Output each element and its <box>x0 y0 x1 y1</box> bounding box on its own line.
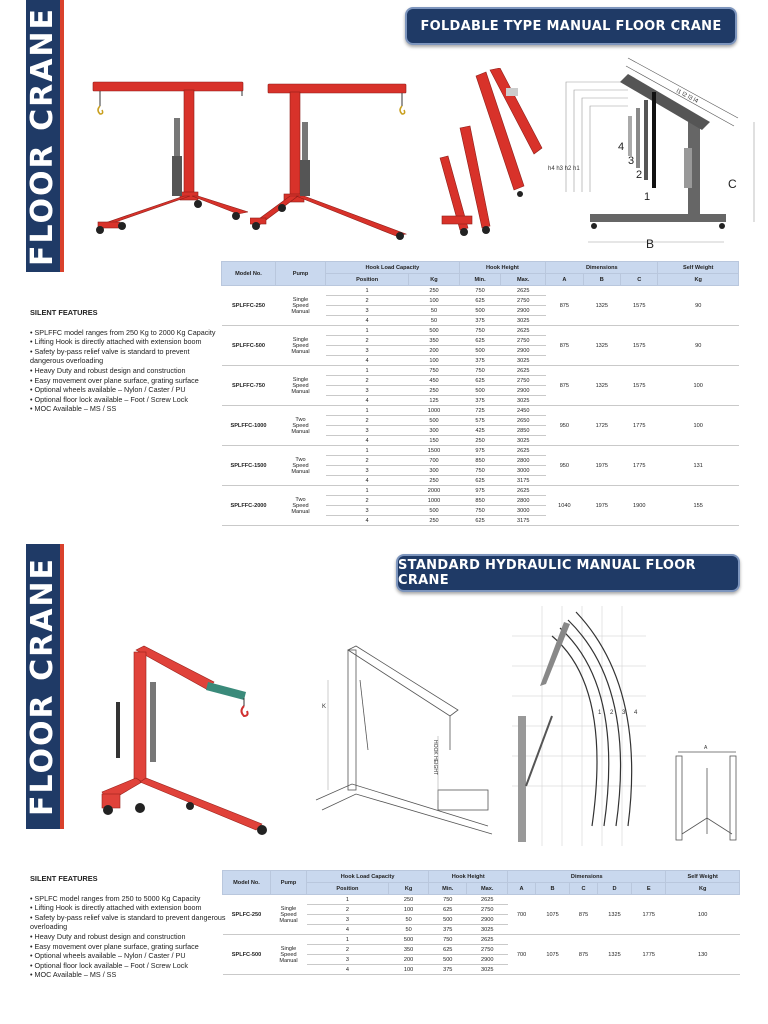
dimension-cell: 1775 <box>632 935 666 975</box>
value-cell: 2 <box>326 336 409 346</box>
table-row <box>222 286 739 296</box>
value-cell: 2 <box>326 376 409 386</box>
value-cell: 250 <box>409 516 460 526</box>
dimension-b-label: B <box>646 237 655 251</box>
value-cell: 50 <box>388 925 428 935</box>
value-cell: 375 <box>459 316 501 326</box>
model-cell: SPLFFC-750 <box>222 366 276 406</box>
col-dimensions: Dimensions <box>546 262 658 274</box>
model-cell: SPLFC-250 <box>223 895 271 935</box>
spec-table-hydraulic <box>222 870 740 975</box>
dimension-cell: 1325 <box>583 286 620 326</box>
value-cell: 450 <box>409 376 460 386</box>
boom-arc-diagram <box>512 606 646 848</box>
col-c: C <box>621 274 658 286</box>
table-row <box>222 446 739 456</box>
dimension-cell: 1775 <box>621 446 658 486</box>
col-max: Max. <box>501 274 546 286</box>
value-cell: 4 <box>326 356 409 366</box>
value-cell: 1 <box>307 935 389 945</box>
value-cell: 250 <box>409 386 460 396</box>
col-hook-height: Hook Height <box>429 871 508 883</box>
pump-line: Two <box>295 416 306 423</box>
pump-line: Manual <box>291 468 310 475</box>
length-labels: l1 l2 l3 l4 <box>675 88 699 105</box>
value-cell: 750 <box>409 366 460 376</box>
pump-line: Two <box>295 496 306 503</box>
value-cell: 50 <box>388 915 428 925</box>
value-cell: 750 <box>459 366 501 376</box>
value-cell: 2750 <box>501 376 546 386</box>
pump-cell <box>276 446 326 486</box>
feature-item: • Optional floor lock available – Foot / Screw Lock <box>30 961 226 971</box>
arc-label-4: 4 <box>634 710 638 716</box>
side-banner-text: FLOOR CRANE <box>25 556 61 817</box>
weight-cell: 130 <box>666 935 740 975</box>
value-cell: 2625 <box>501 486 546 496</box>
value-cell: 200 <box>409 346 460 356</box>
foldable-crane-photo-1 <box>88 76 248 238</box>
value-cell: 625 <box>429 945 467 955</box>
weight-cell: 155 <box>658 486 739 526</box>
model-cell: SPLFFC-2000 <box>222 486 276 526</box>
front-dimension-a-label: A <box>704 745 708 751</box>
pump-line: Speed <box>292 462 309 469</box>
value-cell: 1500 <box>409 446 460 456</box>
value-cell: 2 <box>326 456 409 466</box>
pump-line: Manual <box>291 388 310 395</box>
value-cell: 2625 <box>467 895 508 905</box>
col-model: Model No. <box>222 262 276 286</box>
position-3-label: 3 <box>628 155 635 167</box>
pump-line: Manual <box>279 957 298 964</box>
pump-line: Manual <box>291 508 310 515</box>
value-cell: 500 <box>459 346 501 356</box>
value-cell: 250 <box>409 476 460 486</box>
value-cell: 2750 <box>501 296 546 306</box>
pump-line: Single <box>280 905 297 912</box>
dimension-cell: 1075 <box>535 935 569 975</box>
feature-item: • Optional floor lock available – Foot / Screw Lock <box>30 395 216 405</box>
dimension-cell: 1975 <box>583 486 620 526</box>
col-model: Model No. <box>223 871 271 895</box>
value-cell: 1000 <box>409 406 460 416</box>
value-cell: 625 <box>459 476 501 486</box>
value-cell: 625 <box>459 376 501 386</box>
arc-label-3: 3 <box>622 710 626 716</box>
value-cell: 2900 <box>467 915 508 925</box>
value-cell: 2900 <box>501 346 546 356</box>
value-cell: 750 <box>429 935 467 945</box>
feature-item: • Safety by-pass relief valve is standard to prevent dangerous overloading <box>30 913 226 932</box>
feature-item: • Easy movement over plane surface, grating surface <box>30 942 226 952</box>
pump-line: Manual <box>279 917 298 924</box>
value-cell: 350 <box>388 945 428 955</box>
side-banner-bottom <box>26 544 64 829</box>
value-cell: 1 <box>326 486 409 496</box>
value-cell: 2 <box>326 496 409 506</box>
side-banner-text: FLOOR CRANE <box>25 6 61 266</box>
features-title: SILENT FEATURES <box>30 308 98 317</box>
section-title-foldable <box>405 7 737 45</box>
value-cell: 100 <box>388 965 428 975</box>
spec-table-foldable <box>221 261 739 526</box>
value-cell: 50 <box>409 316 460 326</box>
value-cell: 100 <box>388 905 428 915</box>
pump-line: Manual <box>291 428 310 435</box>
features-title: SILENT FEATURES <box>30 874 98 883</box>
feature-item: • SPLFFC model ranges from 250 Kg to 2000 Kg Capacity <box>30 328 216 338</box>
value-cell: 500 <box>429 955 467 965</box>
value-cell: 500 <box>409 506 460 516</box>
pump-cell <box>276 486 326 526</box>
col-b: B <box>583 274 620 286</box>
value-cell: 4 <box>326 396 409 406</box>
value-cell: 975 <box>459 486 501 496</box>
value-cell: 500 <box>388 935 428 945</box>
value-cell: 2800 <box>501 496 546 506</box>
value-cell: 1000 <box>409 496 460 506</box>
value-cell: 100 <box>409 356 460 366</box>
col-min: Min. <box>459 274 501 286</box>
value-cell: 4 <box>307 925 389 935</box>
value-cell: 4 <box>326 476 409 486</box>
feature-item: • Heavy Duty and robust design and construction <box>30 932 226 942</box>
table-row <box>222 366 739 376</box>
value-cell: 2750 <box>467 905 508 915</box>
pump-line: Speed <box>280 911 297 918</box>
feature-item: • MOC Available – MS / SS <box>30 404 216 414</box>
pump-line: Manual <box>291 348 310 355</box>
value-cell: 3025 <box>467 965 508 975</box>
pump-cell <box>276 286 326 326</box>
dimension-cell: 1775 <box>621 406 658 446</box>
feature-item: • Lifting Hook is directly attached with extension boom <box>30 903 226 913</box>
table-row <box>223 895 740 905</box>
value-cell: 500 <box>459 386 501 396</box>
col-self-weight: Self Weight <box>666 871 740 883</box>
dimension-cell: 1575 <box>621 366 658 406</box>
front-view-diagram <box>672 738 742 848</box>
dimension-cell: 1975 <box>583 446 620 486</box>
value-cell: 2 <box>326 296 409 306</box>
value-cell: 2 <box>326 416 409 426</box>
pump-line: Manual <box>291 308 310 315</box>
weight-cell: 100 <box>658 406 739 446</box>
value-cell: 150 <box>409 436 460 446</box>
value-cell: 2650 <box>501 416 546 426</box>
model-cell: SPLFFC-1500 <box>222 446 276 486</box>
value-cell: 500 <box>459 306 501 316</box>
position-2-label: 2 <box>636 169 643 181</box>
value-cell: 2900 <box>467 955 508 965</box>
col-kg: Kg <box>409 274 460 286</box>
value-cell: 4 <box>326 436 409 446</box>
pump-cell <box>271 935 307 975</box>
value-cell: 2625 <box>501 366 546 376</box>
pump-cell <box>276 406 326 446</box>
col-max: Max. <box>467 883 508 895</box>
pump-line: Speed <box>280 951 297 958</box>
features-list-hydraulic <box>30 874 226 980</box>
value-cell: 2900 <box>501 306 546 316</box>
col-weight-kg: Kg <box>666 883 740 895</box>
table-row <box>223 935 740 945</box>
value-cell: 300 <box>409 426 460 436</box>
col-position: Position <box>326 274 409 286</box>
dimension-cell: 1900 <box>621 486 658 526</box>
value-cell: 250 <box>409 286 460 296</box>
value-cell: 2000 <box>409 486 460 496</box>
value-cell: 3000 <box>501 506 546 516</box>
value-cell: 2 <box>307 945 389 955</box>
value-cell: 3025 <box>501 396 546 406</box>
value-cell: 3 <box>326 346 409 356</box>
value-cell: 2750 <box>467 945 508 955</box>
feature-item: • Optional wheels available – Nylon / Caster / PU <box>30 951 226 961</box>
col-min: Min. <box>429 883 467 895</box>
table-row <box>222 406 739 416</box>
value-cell: 975 <box>459 446 501 456</box>
value-cell: 2 <box>307 905 389 915</box>
model-cell: SPLFFC-250 <box>222 286 276 326</box>
dimension-cell: 1325 <box>583 366 620 406</box>
value-cell: 2625 <box>501 286 546 296</box>
dimension-cell: 875 <box>546 326 583 366</box>
value-cell: 3175 <box>501 516 546 526</box>
feature-item: • Easy movement over plane surface, grating surface <box>30 376 216 386</box>
feature-item: • Safety by-pass relief valve is standard to prevent dangerous overloading <box>30 347 216 366</box>
foldable-crane-photo-folded <box>420 68 548 240</box>
section-title-hydraulic <box>396 554 740 592</box>
side-banner-top <box>26 0 64 272</box>
value-cell: 750 <box>459 466 501 476</box>
feature-item: • Heavy Duty and robust design and construction <box>30 366 216 376</box>
arc-label-1: 1 <box>598 710 602 716</box>
pump-cell <box>276 366 326 406</box>
col-kg: Kg <box>388 883 428 895</box>
value-cell: 2800 <box>501 456 546 466</box>
col-a: A <box>508 883 536 895</box>
pump-line: Single <box>280 945 297 952</box>
value-cell: 2850 <box>501 426 546 436</box>
value-cell: 3 <box>326 426 409 436</box>
value-cell: 100 <box>409 296 460 306</box>
features-list-foldable <box>30 308 216 414</box>
foldable-crane-photo-2 <box>250 76 410 241</box>
col-hook-height: Hook Height <box>459 262 545 274</box>
col-weight-kg: Kg <box>658 274 739 286</box>
value-cell: 3175 <box>501 476 546 486</box>
value-cell: 3025 <box>501 436 546 446</box>
value-cell: 500 <box>409 326 460 336</box>
value-cell: 725 <box>459 406 501 416</box>
value-cell: 750 <box>429 895 467 905</box>
pump-line: Speed <box>292 422 309 429</box>
value-cell: 575 <box>459 416 501 426</box>
value-cell: 250 <box>388 895 428 905</box>
value-cell: 3 <box>326 466 409 476</box>
value-cell: 1 <box>326 446 409 456</box>
value-cell: 1 <box>326 406 409 416</box>
value-cell: 2750 <box>501 336 546 346</box>
section-title-text: STANDARD HYDRAULIC MANUAL FLOOR CRANE <box>398 558 696 588</box>
dimension-cell: 875 <box>546 366 583 406</box>
dimension-cell: 875 <box>546 286 583 326</box>
section-title-text: FOLDABLE TYPE MANUAL FLOOR CRANE <box>420 18 722 34</box>
height-labels: h4 h3 h2 h1 <box>548 166 580 172</box>
hydraulic-crane-line-drawing <box>308 640 500 840</box>
dimension-cell: 1325 <box>597 935 631 975</box>
value-cell: 50 <box>409 306 460 316</box>
weight-cell: 90 <box>658 286 739 326</box>
dimension-cell: 950 <box>546 406 583 446</box>
col-position: Position <box>307 883 389 895</box>
value-cell: 625 <box>459 296 501 306</box>
value-cell: 3 <box>307 955 389 965</box>
value-cell: 2450 <box>501 406 546 416</box>
position-4-label: 4 <box>618 141 625 153</box>
value-cell: 300 <box>409 466 460 476</box>
value-cell: 3025 <box>501 356 546 366</box>
col-c: C <box>570 883 598 895</box>
value-cell: 750 <box>459 286 501 296</box>
feature-item: • Lifting Hook is directly attached with extension boom <box>30 337 216 347</box>
value-cell: 625 <box>459 516 501 526</box>
dimension-cell: 1775 <box>632 895 666 935</box>
value-cell: 125 <box>409 396 460 406</box>
dimension-cell: 875 <box>570 895 598 935</box>
value-cell: 375 <box>459 356 501 366</box>
pump-line: Single <box>292 296 309 303</box>
value-cell: 375 <box>459 396 501 406</box>
dimension-cell: 1040 <box>546 486 583 526</box>
value-cell: 3000 <box>501 466 546 476</box>
value-cell: 425 <box>459 426 501 436</box>
col-e: E <box>632 883 666 895</box>
weight-cell: 100 <box>658 366 739 406</box>
dimension-cell: 700 <box>508 895 536 935</box>
value-cell: 2625 <box>467 935 508 945</box>
value-cell: 4 <box>326 516 409 526</box>
foldable-crane-dimension-diagram <box>548 52 764 252</box>
value-cell: 250 <box>459 436 501 446</box>
value-cell: 1 <box>307 895 389 905</box>
dimension-cell: 1325 <box>583 326 620 366</box>
value-cell: 200 <box>388 955 428 965</box>
pump-line: Speed <box>292 342 309 349</box>
dimension-cell: 1325 <box>597 895 631 935</box>
value-cell: 375 <box>429 925 467 935</box>
col-hook-load: Hook Load Capacity <box>307 871 429 883</box>
dimension-cell: 1575 <box>621 326 658 366</box>
table-row <box>222 326 739 336</box>
value-cell: 750 <box>459 326 501 336</box>
col-b: B <box>535 883 569 895</box>
position-1-label: 1 <box>644 191 651 203</box>
hook-height-label: HOOK HEIGHT <box>432 740 438 776</box>
value-cell: 625 <box>459 336 501 346</box>
dimension-k-label: K <box>322 704 327 710</box>
pump-line: Speed <box>292 302 309 309</box>
value-cell: 3 <box>326 386 409 396</box>
col-hook-load: Hook Load Capacity <box>326 262 460 274</box>
value-cell: 375 <box>429 965 467 975</box>
hydraulic-crane-photo <box>96 642 296 838</box>
col-d: D <box>597 883 631 895</box>
dimension-cell: 1725 <box>583 406 620 446</box>
value-cell: 1 <box>326 286 409 296</box>
value-cell: 750 <box>459 506 501 516</box>
pump-line: Single <box>292 376 309 383</box>
value-cell: 2625 <box>501 446 546 456</box>
value-cell: 500 <box>409 416 460 426</box>
value-cell: 2900 <box>501 386 546 396</box>
dimension-cell: 700 <box>508 935 536 975</box>
value-cell: 4 <box>307 965 389 975</box>
value-cell: 1 <box>326 326 409 336</box>
table-row <box>222 486 739 496</box>
weight-cell: 131 <box>658 446 739 486</box>
pump-cell <box>271 895 307 935</box>
col-dimensions: Dimensions <box>508 871 666 883</box>
value-cell: 3025 <box>467 925 508 935</box>
value-cell: 4 <box>326 316 409 326</box>
pump-line: Speed <box>292 382 309 389</box>
dimension-cell: 950 <box>546 446 583 486</box>
value-cell: 700 <box>409 456 460 466</box>
pump-line: Two <box>295 456 306 463</box>
value-cell: 3 <box>326 506 409 516</box>
dimension-cell: 1075 <box>535 895 569 935</box>
value-cell: 3 <box>326 306 409 316</box>
value-cell: 1 <box>326 366 409 376</box>
pump-line: Speed <box>292 502 309 509</box>
model-cell: SPLFFC-500 <box>222 326 276 366</box>
model-cell: SPLFFC-1000 <box>222 406 276 446</box>
col-self-weight: Self Weight <box>658 262 739 274</box>
dimension-cell: 875 <box>570 935 598 975</box>
weight-cell: 90 <box>658 326 739 366</box>
col-pump: Pump <box>276 262 326 286</box>
weight-cell: 100 <box>666 895 740 935</box>
value-cell: 2625 <box>501 326 546 336</box>
feature-item: • Optional wheels available – Nylon / Caster / PU <box>30 385 216 395</box>
col-pump: Pump <box>271 871 307 895</box>
value-cell: 3025 <box>501 316 546 326</box>
arc-label-2: 2 <box>610 710 614 716</box>
value-cell: 3 <box>307 915 389 925</box>
value-cell: 625 <box>429 905 467 915</box>
dimension-cell: 1575 <box>621 286 658 326</box>
model-cell: SPLFC-500 <box>223 935 271 975</box>
value-cell: 850 <box>459 456 501 466</box>
pump-cell <box>276 326 326 366</box>
feature-item: • SPLFC model ranges from 250 to 5000 Kg Capacity <box>30 894 226 904</box>
col-a: A <box>546 274 583 286</box>
pump-line: Single <box>292 336 309 343</box>
value-cell: 500 <box>429 915 467 925</box>
dimension-c-label: C <box>728 177 737 191</box>
feature-item: • MOC Available – MS / SS <box>30 970 226 980</box>
value-cell: 850 <box>459 496 501 506</box>
value-cell: 350 <box>409 336 460 346</box>
